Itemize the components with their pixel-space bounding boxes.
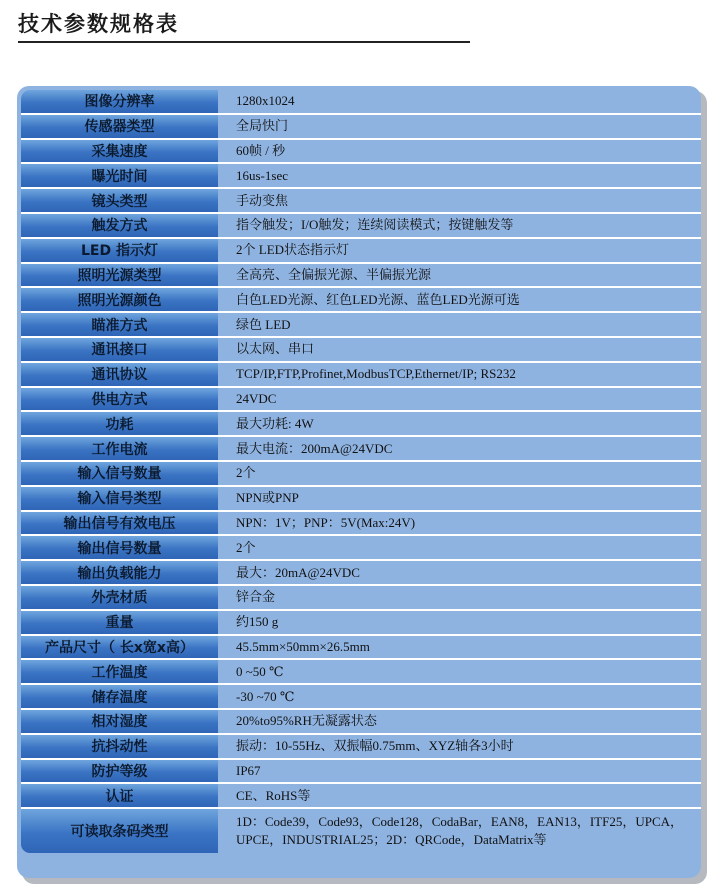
spec-value: 16us-1sec [218, 164, 701, 189]
spec-value: 2个 [218, 462, 701, 487]
spec-value: 约150 g [218, 611, 701, 636]
spec-label: 照明光源类型 [21, 264, 218, 289]
spec-value: 白色LED光源、红色LED光源、蓝色LED光源可选 [218, 288, 701, 313]
spec-label: 输入信号类型 [21, 487, 218, 512]
spec-value: 最大：20mA@24VDC [218, 561, 701, 586]
spec-label: LED 指示灯 [21, 239, 218, 264]
spec-label: 认证 [21, 784, 218, 809]
spec-value: NPN或PNP [218, 487, 701, 512]
spec-value: IP67 [218, 760, 701, 785]
spec-label: 输出信号有效电压 [21, 512, 218, 537]
page-title: 技术参数规格表 [18, 12, 179, 36]
spec-value: 以太网、串口 [218, 338, 701, 363]
spec-value: 20%to95%RH无凝露状态 [218, 710, 701, 735]
spec-value: 最大电流：200mA@24VDC [218, 437, 701, 462]
spec-label: 重量 [21, 611, 218, 636]
spec-value: 0 ~50 ℃ [218, 660, 701, 685]
spec-label: 功耗 [21, 412, 218, 437]
spec-label: 储存温度 [21, 685, 218, 710]
spec-value: 45.5mm×50mm×26.5mm [218, 636, 701, 661]
spec-value: 2个 LED状态指示灯 [218, 239, 701, 264]
spec-label: 曝光时间 [21, 164, 218, 189]
spec-value: 锌合金 [218, 586, 701, 611]
spec-value: 全局快门 [218, 115, 701, 140]
spec-value: 手动变焦 [218, 189, 701, 214]
spec-value: 绿色 LED [218, 313, 701, 338]
spec-value: 指令触发；I/O触发；连续阅读模式；按键触发等 [218, 214, 701, 239]
spec-table [17, 86, 705, 881]
spec-value-column [218, 90, 701, 874]
spec-table-panel [17, 86, 701, 878]
spec-value: 最大功耗: 4W [218, 412, 701, 437]
spec-label: 触发方式 [21, 214, 218, 239]
spec-value: 24VDC [218, 388, 701, 413]
spec-label: 通讯接口 [21, 338, 218, 363]
spec-label: 产品尺寸（ 长x宽x高） [21, 636, 218, 661]
spec-label: 外壳材质 [21, 586, 218, 611]
spec-label: 采集速度 [21, 140, 218, 165]
spec-label: 传感器类型 [21, 115, 218, 140]
spec-label: 图像分辨率 [21, 90, 218, 115]
spec-value: NPN：1V；PNP：5V(Max:24V) [218, 512, 701, 537]
spec-label: 相对湿度 [21, 710, 218, 735]
spec-label: 工作温度 [21, 660, 218, 685]
spec-label: 抗抖动性 [21, 735, 218, 760]
spec-label: 照明光源颜色 [21, 288, 218, 313]
spec-label: 供电方式 [21, 388, 218, 413]
spec-label: 镜头类型 [21, 189, 218, 214]
spec-label: 输出负载能力 [21, 561, 218, 586]
spec-label: 瞄准方式 [21, 313, 218, 338]
spec-value: CE、RoHS等 [218, 784, 701, 809]
spec-label: 可读取条码类型 [21, 809, 218, 853]
spec-label: 输入信号数量 [21, 462, 218, 487]
spec-value: TCP/IP,FTP,Profinet,ModbusTCP,Ethernet/IP; RS232 [218, 363, 701, 388]
spec-label: 工作电流 [21, 437, 218, 462]
spec-value: 60帧 / 秒 [218, 140, 701, 165]
spec-value: -30 ~70 ℃ [218, 685, 701, 710]
spec-label: 防护等级 [21, 760, 218, 785]
spec-label: 输出信号数量 [21, 536, 218, 561]
spec-value: 全高亮、全偏振光源、半偏振光源 [218, 264, 701, 289]
spec-label: 通讯协议 [21, 363, 218, 388]
spec-value: 1280x1024 [218, 90, 701, 115]
spec-label-column [21, 90, 218, 874]
spec-value: 振动：10-55Hz、双振幅0.75mm、XYZ轴各3小时 [218, 735, 701, 760]
spec-value: 2个 [218, 536, 701, 561]
title-underline [18, 41, 470, 43]
spec-value: 1D：Code39，Code93，Code128，CodaBar，EAN8，EAN13，ITF25，UPCA，UPCE，INDUSTRIAL25；2D：QRCode，DataMatrix等 [236, 814, 684, 848]
